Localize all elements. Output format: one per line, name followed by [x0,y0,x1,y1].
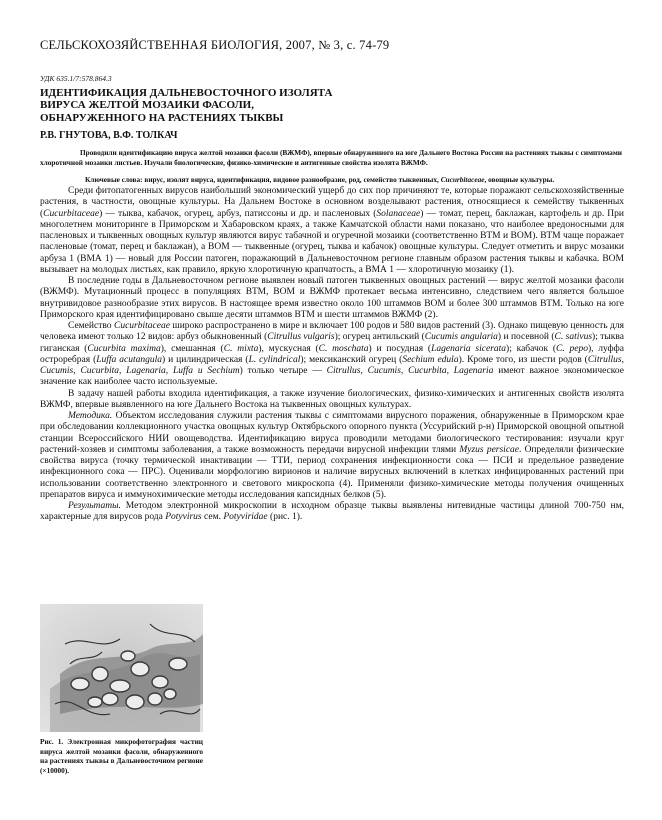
text-run: ); огурец антильский ( [334,332,425,343]
text-run: ); тыква гиганская ( [40,332,624,354]
paragraph [40,411,624,501]
keywords-tail: , овощные культуры. [484,175,555,184]
paragraph [40,321,624,389]
paragraph [40,389,624,412]
figure-caption: Рис. 1. Электронная микрофотография частиц вируса желтой мозаики фасоли, обнаруженного на растениях тыквы в Дальневосточном регионе (×10000). [40,737,203,775]
journal-header: СЕЛЬСКОХОЗЯЙСТВЕННАЯ БИОЛОГИЯ, 2007, № 3, с. 74-79 [40,38,390,52]
italic-run: Методика. [68,411,113,421]
italic-run: C. pepo [556,343,588,354]
italic-run: Cucurbitaceae [113,321,170,331]
text-run: ) и посудная ( [368,343,432,354]
electron-micrograph-image [40,604,203,732]
italic-run: Citrullus, Cucumis, Cucurbita, Lagenaria [326,366,494,376]
text-run: широко распространено в мире и включает 100 родов и 580 видов растений (3). Однако пищевую ценность для человека имеют только 12 видов: арбуз обыкновенный ( [40,321,624,343]
italic-run: Cucumis angularia [424,332,498,343]
text-run: Методом электронной микроскопии в исходном образце тыквы выявлены нитевидные частицы длиной 700-750 нм, характерные для вирусов рода [40,501,624,523]
italic-run: Solanaceae [376,208,421,219]
italic-run: Cucurbitaceae [43,208,100,219]
text-run: В последние годы в Дальневосточном регионе выявлен новый патоген тыквенных овощных растений — вирус желтой мозаики фасоли (ВЖМФ). Мутационный процесс в популяциях ВТМ, ВОМ и ВЖМФ протекает весьма интенсивно, следствием чего является большое внутривидовое разнообразие этих вирусов. В настоящее время известно около 100 штаммов ВОМ и более 300 штаммов ВТМ. Только на юге Приморского края идентифицировано свыше десяти штаммов ВТМ и шести штаммов ВЖМФ (2). [40,276,624,320]
article-title [40,87,460,124]
text-run: ), луффа остроребрая ( [40,343,625,365]
italic-run: Potyvirus [165,512,202,523]
italic-run: Potyviridae [223,512,268,523]
text-run: ); мексиканский огурец ( [300,354,403,365]
micrograph-drawing [40,604,203,732]
paragraph [40,501,624,524]
italic-run: Результаты. [68,501,121,511]
text-run: В задачу нашей работы входила идентификация, а также изучение биологических, физико-химических и антигенных свойств изолята ВЖМФ, впервые выявленного на юге Дальнего Востока на тыквенных овощных культурах. [40,388,624,410]
text-run: ), смешанная ( [160,343,224,354]
paragraph [40,276,624,321]
text-run: ) — томат, перец, баклажан, картофель и др. При многолетнем мониторинге в Приморском и Хабаровском краях, а также Камчатской области нами показано, что наиболее вредоносными для пасленовых и тыквенных овощных культур являются вирус табачной и огуречной мозаики (соответственно ВТМ и ВОМ). ВТМ чаще поражает пасленовые (томат, перец и баклажан), а ВОМ — тыквенные (огурец, тыква и кабачок) овощные культуры. Следует отметить и вирус мозаики арбуза 1 (ВМА 1) — новый для России патоген, поражающий в Дальневосточном регионе главным образом растения тыквы и кабачка. ВОМ вызывает на молодых листьях, как правило, яркую хлоротичную крапчатость, а ВМА 1 — хлоротичную мозаику (1). [40,208,625,275]
italic-run: Luffa acutangula [96,354,163,365]
text-run: сем. [201,512,224,523]
italic-run: Lagenaria sicerata [431,343,507,354]
text-run: ) — тыква, кабачок, огурец, арбуз, патиссоны и др. и пасленовых ( [99,208,377,219]
text-run: Семейство [68,321,114,331]
italic-run: C. mixta [223,343,259,354]
italic-run: Sechium edula [402,354,459,365]
italic-run: C. moschata [318,343,369,354]
italic-run: Myzus persicae [459,444,519,455]
keywords [40,175,622,185]
italic-run: Cucurbita maxima [87,343,161,354]
text-run: ), мускусная ( [258,343,319,354]
italic-run: Citrullus vulgaris [267,332,335,343]
text-run: ). Кроме того, из шести родов ( [458,354,588,365]
text-run: ) и цилиндрическая ( [162,354,249,365]
text-run: (рис. 1). [267,512,303,523]
italic-run: Citrullus, Cucumis, Cucurbita, Lagenaria, Luffa и Sechium [40,354,625,376]
authors: Р.В. ГНУТОВА, В.Ф. ТОЛКАЧ [40,130,178,141]
title-line: ВИРУСА ЖЕЛТОЙ МОЗАИКИ ФАСОЛИ, [40,99,254,112]
italic-run: L. cylindrical [248,354,301,365]
text-run: ) только четыре — [239,366,327,376]
abstract: Проводили идентификацию вируса желтой мозаики фасоли (ВЖМФ), впервые обнаруженного на юге Дальнего Востока России на растениях тыквы с симптомами хлоротичной мозаики листьев. Изучали биологические, физико-химические и антигенные свойства изолята ВЖМФ. [40,148,622,167]
text-run: . Определяли физические свойства вируса (точку термической инактивации — ТТИ, период сохранения инфекционности сока — ПСИ и предельное разведение инфекционного сока — ПРС). Оценивали морфологию вирионов и наличие вирусных включений в клетках инфицированных растений при использовании соответственно электронного и светового микроскопа (4). Применяли физико-химические методы получения очищенных препаратов вируса и иммунохимические методы исследования капсидных белков (5). [40,444,624,500]
keywords-label: Ключевые слова: [85,175,143,184]
text-run: Объектом исследования служили растения тыквы с симптомами вирусного поражения, обнаруженные в Приморском крае при обследовании коллекционного участка овощных культур Октябрьского опорного пункта (Уссурийский р-н) Приморской овощной опытной станции Всероссийского НИИ овощеводства. Идентификацию вируса проводили методами биологического тестирования: изучали круг растений-хозяев и симптомы заболевания, а также возможность передачи вирусной инфекции тлями [40,411,624,455]
article-body [40,186,624,524]
text-run: Среди фитопатогенных вирусов наибольший экономический ущерб до сих пор причиняют те, которые поражают сельскохозяйственные растения, в частности, овощные культуры. На Дальнем Востоке в основном возделывают растения, относящиеся к семейству тыквенных ( [40,186,624,219]
text-run: ); кабачок ( [506,343,557,354]
keywords-italic: Cucurbitaceae [440,175,485,184]
title-line: ИДЕНТИФИКАЦИЯ ДАЛЬНЕВОСТОЧНОГО ИЗОЛЯТА [40,87,333,99]
text-run: ) и посевной ( [497,332,555,343]
keywords-text: вирус, изолят вируса, идентификация, видовое разнообразие, род, семейство тыквенных, [144,175,439,184]
title-line: ОБНАРУЖЕННОГО НА РАСТЕНИЯХ ТЫКВЫ [40,111,284,124]
udk-code: УДК 635.1/7:578.864.3 [40,74,112,83]
italic-run: C. sativus [554,332,593,343]
text-run: имеют важное экономическое значение как наиболее часто используемые. [40,366,624,388]
paragraph [40,186,624,276]
